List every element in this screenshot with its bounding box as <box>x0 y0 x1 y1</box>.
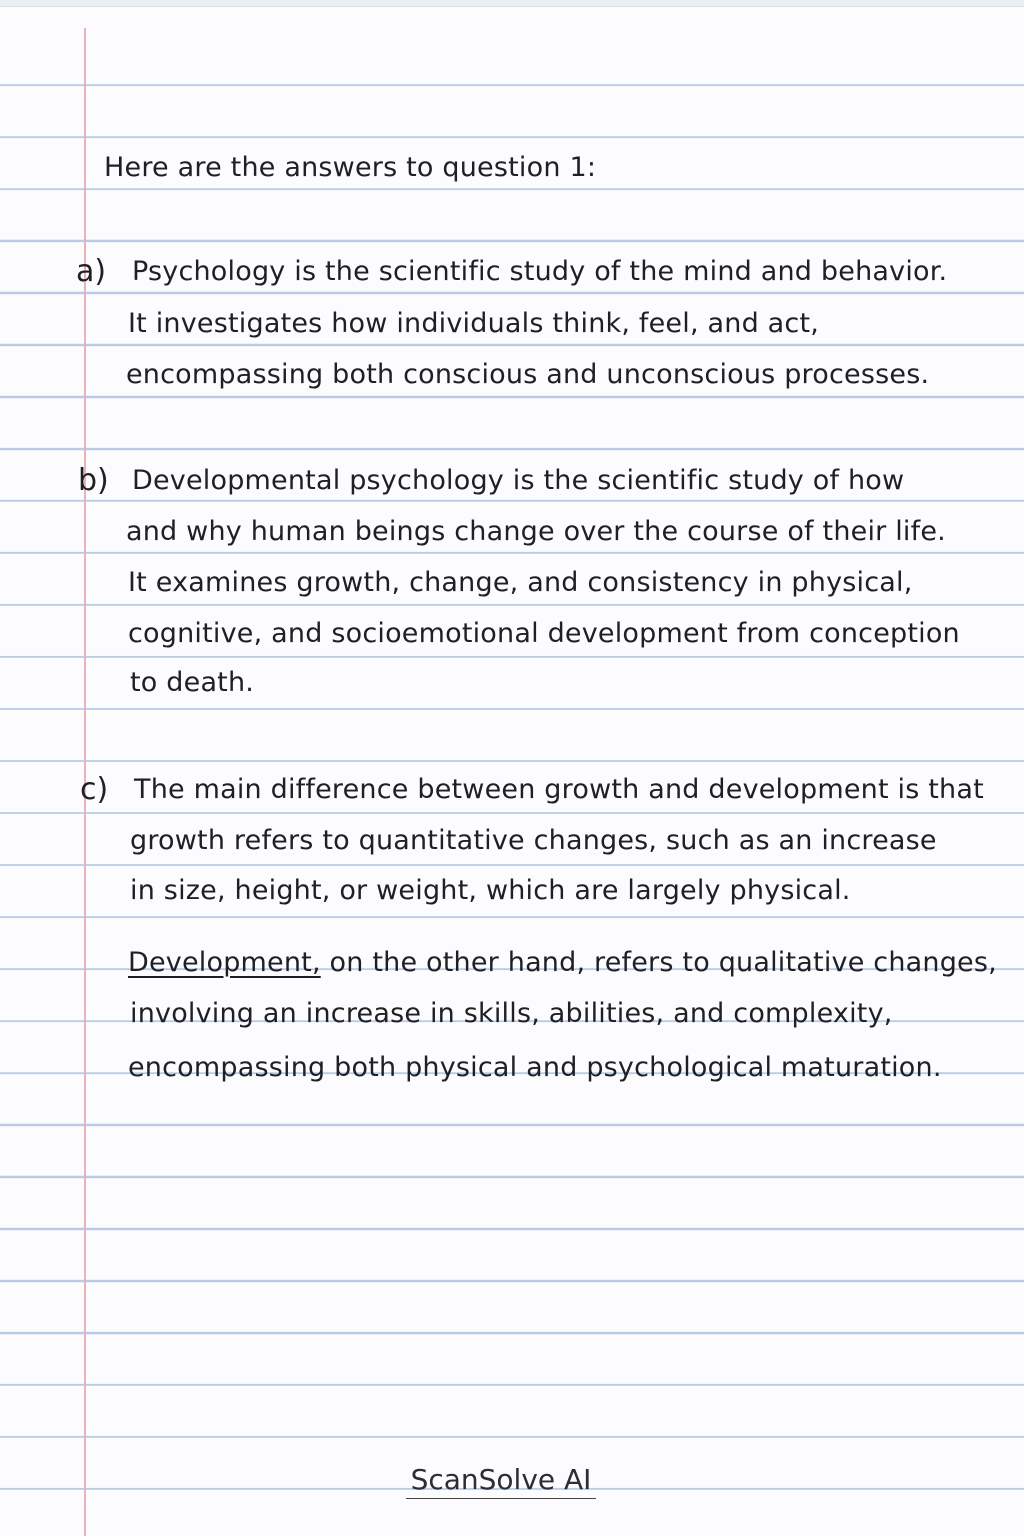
answer-b-line-3: It examines growth, change, and consistency in physical, <box>128 567 913 598</box>
answer-c-line-2: growth refers to quantitative changes, such as an increase <box>130 825 937 856</box>
answer-a-line-3: encompassing both conscious and unconscious processes. <box>126 359 930 390</box>
answer-c-continuation-line-3: encompassing both physical and psychological maturation. <box>128 1052 942 1083</box>
development-emphasis: Development, <box>128 947 321 978</box>
answer-a-marker: a) <box>76 254 107 289</box>
answer-a-line-1: Psychology is the scientific study of the mind and behavior. <box>132 256 948 287</box>
scansolve-watermark: ScanSolve AI <box>406 1464 596 1499</box>
answer-c-continuation-line-1 <box>128 946 997 980</box>
answer-c-marker: c) <box>80 772 109 807</box>
continuation-first-line-rest: on the other hand, refers to qualitative changes, <box>320 947 997 978</box>
intro-line: Here are the answers to question 1: <box>104 152 597 183</box>
answer-c-line-3: in size, height, or weight, which are largely physical. <box>130 875 851 906</box>
answer-c-line-1: The main difference between growth and development is that <box>134 774 984 805</box>
answer-b-marker: b) <box>78 463 109 498</box>
answer-c-continuation-line-2: involving an increase in skills, abilities, and complexity, <box>130 998 893 1029</box>
answer-b-line-5: to death. <box>130 667 255 698</box>
answer-b-line-4: cognitive, and socioemotional development from conception <box>128 618 960 649</box>
answer-b-line-2: and why human beings change over the course of their life. <box>126 516 946 547</box>
answer-a-line-2: It investigates how individuals think, feel, and act, <box>128 308 820 339</box>
page-top-edge <box>0 0 1024 7</box>
answer-b-line-1: Developmental psychology is the scientific study of how <box>132 465 905 496</box>
